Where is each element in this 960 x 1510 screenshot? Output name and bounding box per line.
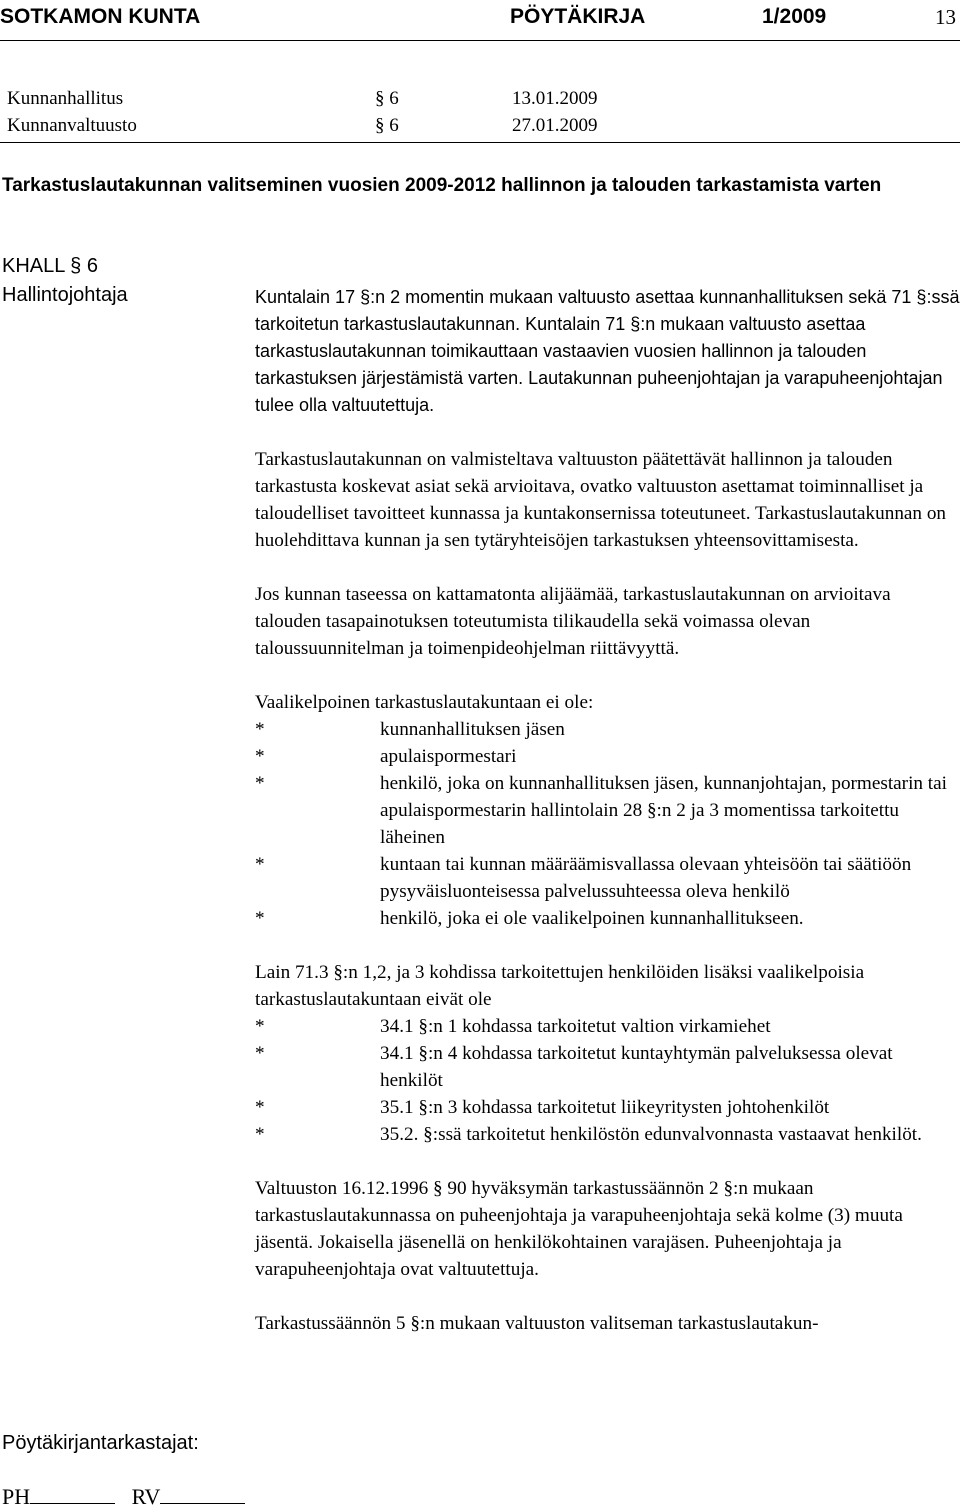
list-item-text: kuntaan tai kunnan määräämisvallassa olevaan yhteisöön tai säätiöön pysyväisluonteisessa palvelussuhteessa oleva henkilö <box>380 854 912 902</box>
list-item <box>255 1013 960 1040</box>
meta-section: § 6 <box>375 115 399 136</box>
list-item <box>255 1094 960 1121</box>
list-item <box>255 851 960 905</box>
list-item-text: 35.2. §:ssä tarkoitetut henkilöstön edunvalvonnasta vastaavat henkilöt. <box>380 1124 922 1145</box>
list-item-text: apulaispormestari <box>380 746 517 767</box>
signature-line <box>160 1483 245 1504</box>
agenda-body <box>255 284 960 1337</box>
continued-paragraph: Tarkastussäännön 5 §:n mukaan valtuuston valitseman tarkastuslautakun- <box>255 1313 819 1334</box>
bullet-mark: * <box>255 1043 265 1064</box>
list-item <box>255 905 960 932</box>
document-number: 1/2009 <box>762 5 827 28</box>
ineligible-list <box>255 716 960 932</box>
ineligible-heading: Vaalikelpoinen tarkastuslautakuntaan ei ole: <box>255 692 594 713</box>
section-reference: KHALL § 6 <box>2 255 98 277</box>
deficit-paragraph: Jos kunnan taseessa on kattamatonta alijäämää, tarkastuslautakunnan on arvioitava talouden tasapainotuksen toteutumista tilikaudella sekä voimassa olevan taloussuunnitelman ja toimenpideohjelman riittävyyttä. <box>255 584 891 659</box>
meta-row <box>0 88 960 115</box>
list-item <box>255 1121 960 1148</box>
bullet-mark: * <box>255 1097 265 1118</box>
bullet-mark: * <box>255 1016 265 1037</box>
bullet-mark: * <box>255 854 265 875</box>
list-item <box>255 770 960 851</box>
municipality-name: SOTKAMON KUNTA <box>0 5 201 28</box>
meta-body: Kunnanhallitus <box>7 88 124 109</box>
checker-initials <box>2 1483 245 1510</box>
meta-section: § 6 <box>375 88 399 109</box>
checker-initials-2: RV <box>131 1484 161 1509</box>
list-item-text: 34.1 §:n 4 kohdassa tarkoitetut kuntayhtymän palveluksessa olevat henkilöt <box>380 1043 893 1091</box>
meta-date: 13.01.2009 <box>512 88 598 109</box>
checker-initials-1: PH <box>2 1484 31 1509</box>
document-type: PÖYTÄKIRJA <box>510 5 646 28</box>
minutes-checkers-label: Pöytäkirjantarkastajat: <box>2 1432 199 1454</box>
bullet-mark: * <box>255 908 265 929</box>
duties-paragraph: Tarkastuslautakunnan on valmisteltava valtuuston päätettävät hallinnon ja talouden tarkastusta koskevat asiat sekä arvioitava, ovatko valtuuston asettamat toiminnalliset ja taloudelliset tavoitteet kunnassa ja kuntakonsernissa toteutuneet. Tarkastuslautakunnan on huolehdittava kunnan ja sen tytäryhteisöjen tarkastuksen yhteensovittamisesta. <box>255 449 947 551</box>
bullet-mark: * <box>255 719 265 740</box>
list-item <box>255 743 960 770</box>
meta-body: Kunnanvaltuusto <box>7 115 137 136</box>
intro-paragraph: Kuntalain 17 §:n 2 momentin mukaan valtuusto asettaa kunnanhallituksen sekä 71 §:ssä tarkoitetun tarkastuslautakunnan. Kuntalain 71 §:n mukaan valtuusto asettaa tarkastuslautakunnan toimikauttaan vastaavien vuosien hallinnon ja talouden tarkastuksen järjestämistä varten. Lautakunnan puheenjohtajan ja varapuheenjohtajan tulee olla valtuutettuja. <box>255 287 960 415</box>
presenter-role: Hallintojohtaja <box>2 284 128 306</box>
bullet-mark: * <box>255 773 265 794</box>
meta-row <box>0 115 960 143</box>
rules-paragraph: Valtuuston 16.12.1996 § 90 hyväksymän tarkastussäännön 2 §:n mukaan tarkastuslautakunnassa on puheenjohtaja ja varapuheenjohtaja sekä kolme (3) muuta jäsentä. Jokaisella jäsenellä on henkilökohtainen varajäsen. Puheenjohtaja ja varapuheenjohtaja ovat valtuutettuja. <box>255 1178 903 1280</box>
list-item <box>255 1040 960 1094</box>
document-header <box>0 0 960 41</box>
law-heading: Lain 71.3 §:n 1,2, ja 3 kohdissa tarkoitettujen henkilöiden lisäksi vaalikelpoisia tarkastuslautakuntaan eivät ole <box>255 962 865 1010</box>
page-number: 13 <box>935 5 956 29</box>
list-item-text: 35.1 §:n 3 kohdassa tarkoitetut liikeyritysten johtohenkilöt <box>380 1097 830 1118</box>
meeting-meta <box>0 88 960 143</box>
list-item <box>255 716 960 743</box>
list-item-text: henkilö, joka ei ole vaalikelpoinen kunnanhallitukseen. <box>380 908 804 929</box>
agenda-title: Tarkastuslautakunnan valitseminen vuosien 2009-2012 hallinnon ja talouden tarkastamista varten <box>2 175 882 196</box>
law-list <box>255 1013 960 1148</box>
list-item-text: henkilö, joka on kunnanhallituksen jäsen, kunnanjohtajan, pormestarin tai apulaispormestarin hallintolain 28 §:n 2 ja 3 momentissa tarkoitettu läheinen <box>380 773 947 848</box>
bullet-mark: * <box>255 1124 265 1145</box>
meta-date: 27.01.2009 <box>512 115 598 136</box>
list-item-text: kunnanhallituksen jäsen <box>380 719 565 740</box>
bullet-mark: * <box>255 746 265 767</box>
signature-line <box>30 1483 115 1504</box>
list-item-text: 34.1 §:n 1 kohdassa tarkoitetut valtion virkamiehet <box>380 1016 771 1037</box>
